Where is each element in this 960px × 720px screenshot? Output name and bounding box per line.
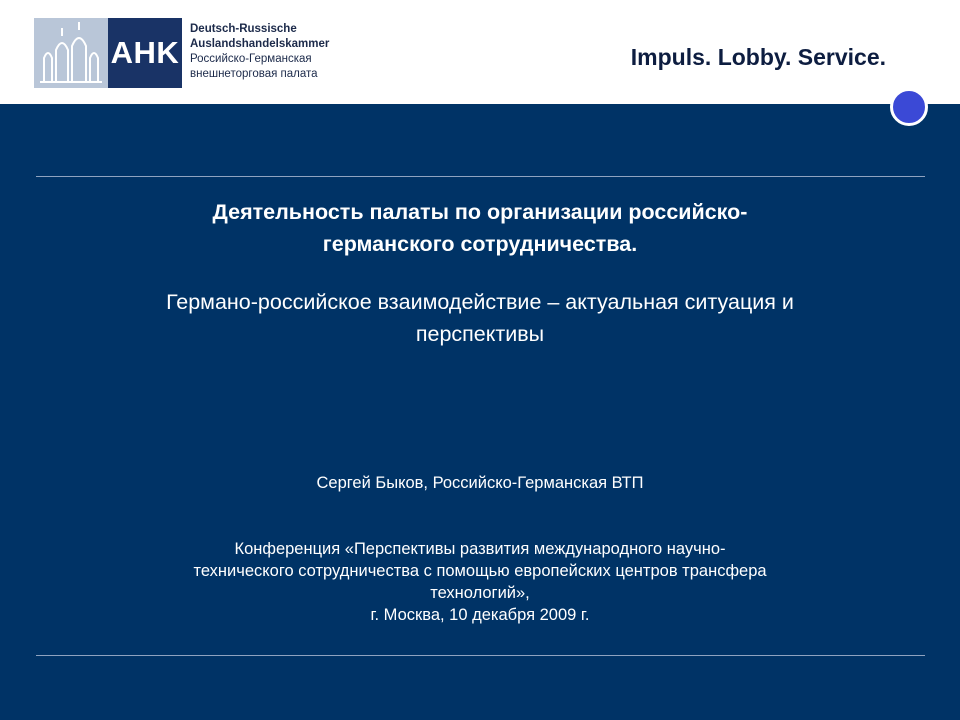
logo-line: Auslandshandelskammer [190,38,330,50]
title-line: Деятельность палаты по организации российско- [212,200,748,224]
header [0,0,960,104]
conference-line: г. Москва, 10 декабря 2009 г. [370,606,590,624]
tagline: Impuls. Lobby. Service. [630,44,886,70]
accent-circle [890,88,928,126]
ahk-logo [34,18,330,88]
subtitle-line: перспективы [415,322,545,346]
slide-subtitle [40,286,920,350]
logo-line: Deutsch-Russische [190,23,297,35]
kremlin-cathedral-icon [34,18,108,88]
logo-text [182,18,329,88]
bottom-divider [36,655,925,656]
logo-line: внешнеторговая палата [190,68,318,80]
top-divider [36,176,925,177]
subtitle-line: Германо-российское взаимодействие – актуальная ситуация и [166,290,794,314]
slide-title [40,196,920,260]
conference-info [40,538,920,626]
title-line: германского сотрудничества. [322,232,638,256]
conference-line: Конференция «Перспективы развития международного научно- [234,540,726,558]
conference-line: технического сотрудничества с помощью европейских центров трансфера [193,562,767,580]
author: Сергей Быков, Российско-Германская ВТП [316,474,644,492]
ahk-badge: AHK [108,18,182,88]
logo-line: Российско-Германская [190,53,312,65]
conference-line: технологий», [430,584,530,602]
